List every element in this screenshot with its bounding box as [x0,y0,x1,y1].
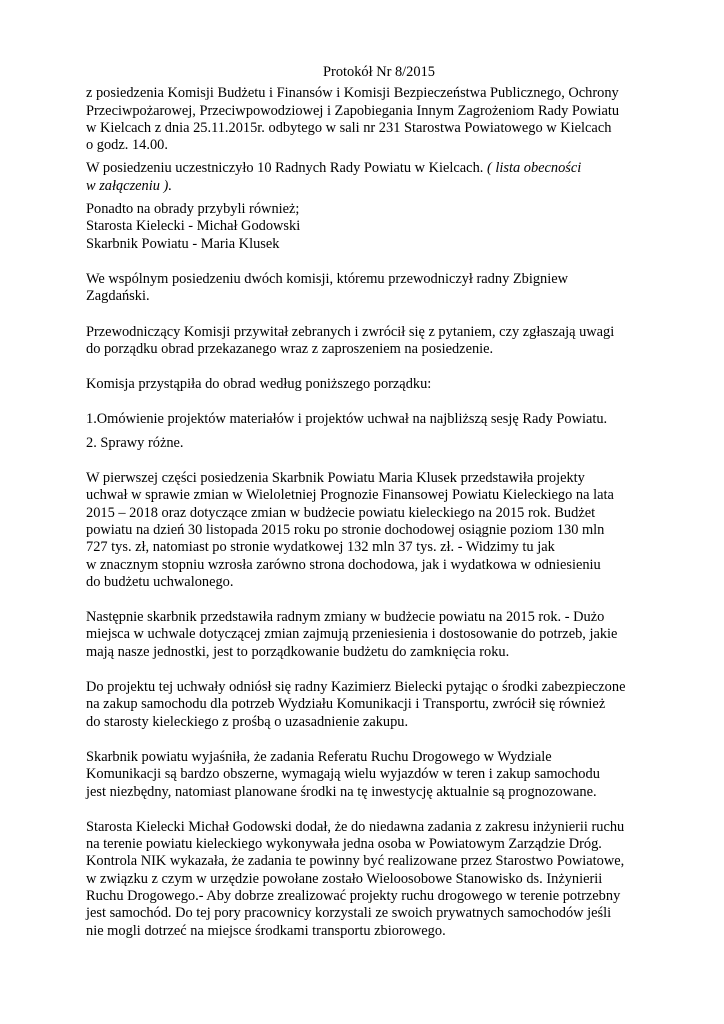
question-paragraph [86,679,652,731]
budget-line: W pierwszej części posiedzenia Skarbnik Powiatu Maria Klusek przedstawiła projekty [86,470,585,487]
budget-line: 727 tys. zł, natomiast po stronie wydatkowej 132 mln 37 tys. zł. - Widzimy tu jak [86,539,555,556]
starosta-paragraph [86,819,652,940]
agenda-intro: Komisja przystąpiła do obrad według poniższego porządku: [86,376,432,393]
budget-line: powiatu na dzień 30 listopada 2015 roku po stronie dochodowej osiągnie poziom 130 mln [86,521,605,538]
greeting-paragraph [86,324,652,359]
starosta-line: nie mogli dotrzeć na miejsce środkami transportu zbiorowego. [86,922,446,939]
starosta-line: jest samochód. Do tej pory pracownicy korzystali ze swoich prywatnych samochodów jeśli [86,905,612,922]
budget-changes-paragraph [86,609,652,661]
intro-line: Przeciwpożarowej, Przeciwpowodziowej i Zapobiegania Innym Zagrożeniom Rady Powiatu [86,102,620,119]
starosta-line: Ruchu Drogowego.- Aby dobrze zrealizować projekty ruchu drogowego w terenie potrzebny [86,887,621,904]
explanation-line: Skarbnik powiatu wyjaśniła, że zadania Referatu Ruchu Drogowego w Wydziale [86,748,552,765]
intro-line: w Kielcach z dnia 25.11.2015r. odbytego w sali nr 231 Starostwa Powiatowego w Kielcach [86,119,612,136]
starosta-line: Kontrola NIK wykazała, że zadania te powinny być realizowane przez Starostwo Powiatowe, [86,853,625,870]
intro-paragraph [86,85,652,154]
greeting-line: do porządku obrad przekazanego wraz z zaproszeniem na posiedzenie. [86,340,494,357]
starosta-line: w związku z czym w urzędzie powołane zostało Wieloosobowe Stanowisko ds. Inżynierii [86,870,603,887]
agenda-item-2: 2. Sprawy różne. [86,434,184,451]
guest-starosta: Starosta Kielecki - Michał Godowski [86,218,301,235]
agenda-item-1: 1.Omówienie projektów materiałów i projektów uchwał na najbliższą sesję Rady Powiatu. [86,411,608,428]
budget-changes-line: mają nasze jednostki, jest to porządkowanie budżetu do zamknięcia roku. [86,643,510,660]
explanation-line: Komunikacji są bardzo obszerne, wymagają wielu wyjazdów w teren i zakup samochodu [86,766,600,783]
joint-session-paragraph [86,271,652,306]
budget-changes-line: miejsca w uchwale dotyczącej zmian zajmują przeniesienia i dostosowanie do potrzeb, jakie [86,626,618,643]
attendance-note-continued: w załączeniu ). [86,177,172,194]
greeting-line: Przewodniczący Komisji przywitał zebranych i zwrócił się z pytaniem, czy zgłaszają uwagi [86,323,615,340]
guest-skarbnik: Skarbnik Powiatu - Maria Klusek [86,235,280,252]
intro-line: z posiedzenia Komisji Budżetu i Finansów i Komisji Bezpieczeństwa Publicznego, Ochrony [86,85,619,102]
budget-line: do budżetu uchwalonego. [86,573,234,590]
question-line: na zakup samochodu dla potrzeb Wydziału Komunikacji i Transportu, zwrócił się również [86,696,606,713]
guests-section [86,201,652,253]
starosta-line: na terenie powiatu kieleckiego wykonywała jedna osoba w Powiatowym Zarządzie Dróg. [86,836,602,853]
question-line: do starosty kieleckiego z prośbą o uzasadnienie zakupu. [86,713,409,730]
explanation-paragraph [86,749,652,801]
guests-intro: Ponadto na obrady przybyli również; [86,201,300,218]
document-page [86,64,652,940]
starosta-line: Starosta Kielecki Michał Godowski dodał, że do niedawna zadania z zakresu inżynierii ruchu [86,818,625,835]
joint-session-line: Zagdański. [86,288,150,305]
budget-changes-line: Następnie skarbnik przedstawiła radnym zmiany w budżecie powiatu na 2015 rok. - Dużo [86,609,605,626]
budget-paragraph [86,470,652,591]
intro-line: o godz. 14.00. [86,137,168,154]
attendance-text: W posiedzeniu uczestniczyło 10 Radnych Rady Powiatu w Kielcach. [86,160,487,177]
budget-line: w znacznym stopniu wzrosła zarówno strona dochodowa, jak i wydatkowa w odniesieniu [86,556,601,573]
explanation-line: jest niezbędny, natomiast planowane środki na tę inwestycję aktualnie są prognozowane. [86,783,597,800]
document-title: Protokół Nr 8/2015 [323,64,435,80]
attendance-note: ( lista obecności [486,160,582,177]
joint-session-line: We wspólnym posiedzeniu dwóch komisji, któremu przewodniczył radny Zbigniew [86,270,569,287]
attendance-paragraph [86,160,652,195]
budget-line: 2015 – 2018 oraz dotyczące zmian w budżecie powiatu kieleckiego na 2015 rok. Budżet [86,504,596,521]
question-line: Do projektu tej uchwały odniósł się radny Kazimierz Bielecki pytając o środki zabezpieczone [86,679,626,696]
budget-line: uchwał w sprawie zmian w Wieloletniej Prognozie Finansowej Powiatu Kieleckiego na lata [86,487,614,504]
